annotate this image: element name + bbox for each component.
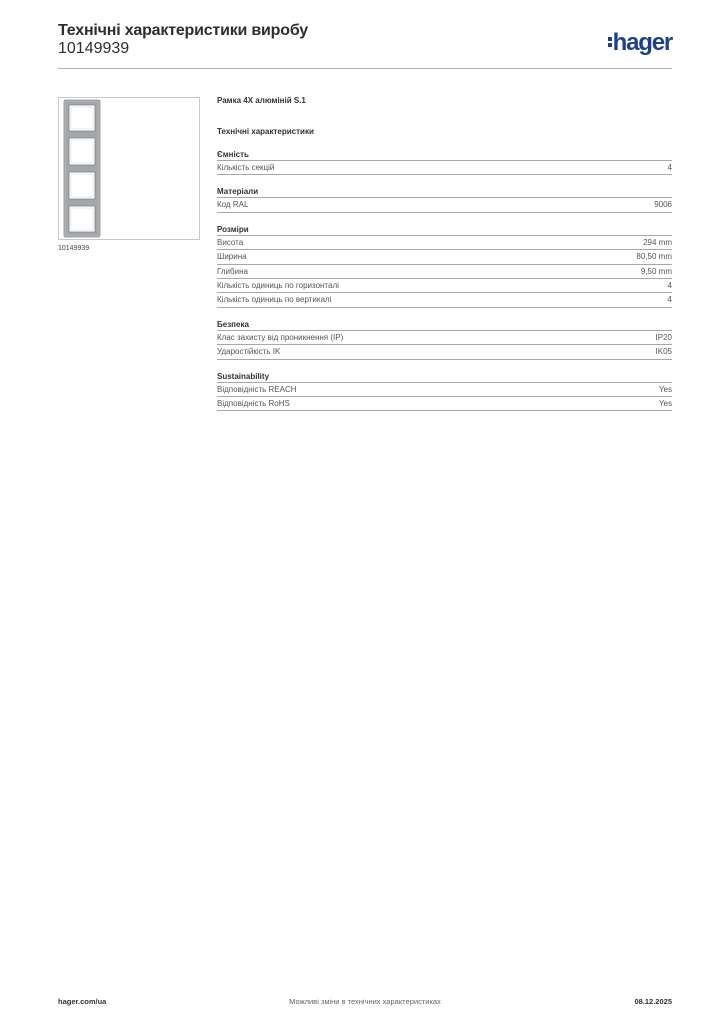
section-title: Розміри	[217, 224, 672, 236]
spec-row	[217, 383, 672, 397]
hager-logo	[608, 29, 672, 57]
spec-value: 4	[667, 280, 672, 290]
spec-row	[217, 397, 672, 411]
spec-row	[217, 265, 672, 279]
spec-row	[217, 279, 672, 293]
spec-value: 80,50 mm	[636, 252, 672, 262]
product-code: 10149939	[58, 40, 130, 57]
spec-row	[217, 345, 672, 359]
spec-row	[217, 198, 672, 212]
section-title: Sustainability	[217, 371, 672, 383]
spec-value: IP20	[655, 332, 672, 342]
spec-label: Відповідність RoHS	[217, 398, 290, 408]
spec-row	[217, 161, 672, 175]
section-title: Ємність	[217, 149, 672, 161]
spec-label: Кількість секцій	[217, 163, 275, 172]
spec-value: 9,50 mm	[640, 266, 672, 276]
footer-notice: Можливі зміни в технічних характеристиках	[289, 997, 441, 1006]
spec-label: Ударостійкість IK	[217, 347, 281, 357]
spec-row	[217, 236, 672, 250]
spec-value: IK05	[655, 347, 672, 357]
spec-value: Yes	[658, 384, 672, 394]
document-footer	[58, 997, 672, 1009]
spec-value: 294 mm	[643, 237, 672, 247]
spec-label: Клас захисту від проникнення (IP)	[217, 332, 344, 342]
section-sustainability	[217, 371, 672, 412]
frame-4x-vertical-image	[59, 98, 199, 239]
spec-label: Висота	[217, 237, 244, 247]
logo-text: hager	[612, 29, 672, 56]
product-image	[58, 97, 200, 240]
document-header	[58, 22, 672, 70]
spec-label: Відповідність REACH	[217, 384, 297, 394]
spec-value: 4	[667, 295, 672, 305]
logo-dots-icon	[608, 35, 612, 49]
spec-row	[217, 293, 672, 307]
product-name: Рамка 4X алюміній S.1	[217, 96, 306, 105]
spec-label: Кількість одиниць по горизонталі	[217, 280, 339, 290]
spec-row	[217, 250, 672, 264]
spec-label: Кількість одиниць по вертикалі	[217, 295, 332, 305]
header-divider	[58, 68, 672, 69]
section-capacity	[217, 149, 672, 175]
spec-value: 4	[667, 163, 672, 172]
spec-row	[217, 331, 672, 345]
image-caption: 10149939	[58, 245, 90, 252]
footer-website-link[interactable]: hager.com/ua	[58, 997, 107, 1006]
section-title: Безпека	[217, 319, 672, 331]
spec-value: 9006	[654, 200, 672, 210]
spec-column	[217, 96, 672, 411]
footer-date: 08.12.2025	[634, 997, 672, 1006]
spec-label: Глибина	[217, 266, 248, 276]
section-title: Матеріали	[217, 186, 672, 198]
spec-label: Ширина	[217, 252, 247, 262]
section-safety	[217, 319, 672, 360]
document-title: Технічні характеристики виробу	[58, 22, 308, 39]
section-materials	[217, 186, 672, 212]
spec-label: Код RAL	[217, 200, 249, 210]
spec-title: Технічні характеристики	[217, 127, 314, 136]
spec-value: Yes	[658, 398, 672, 408]
section-dimensions	[217, 224, 672, 308]
